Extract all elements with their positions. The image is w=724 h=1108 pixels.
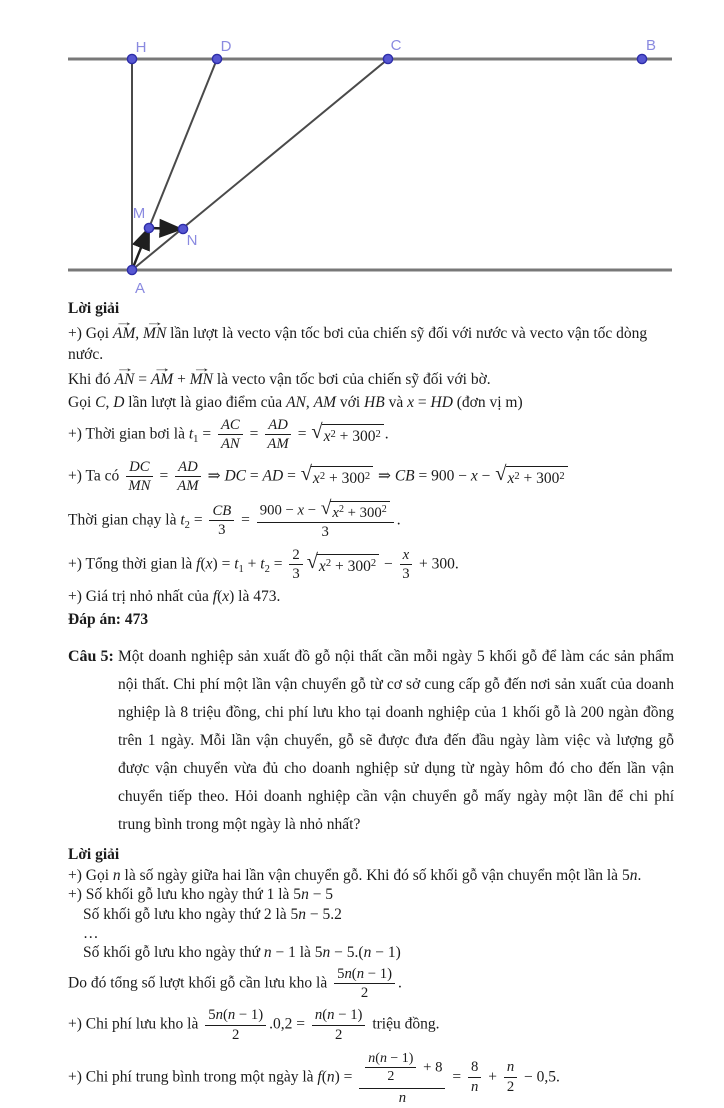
math-line: Số khối gỗ lưu kho ngày thứ 2 là 5n − 5.2 <box>83 905 342 923</box>
math-line: +) Tổng thời gian là $f(x) = t_1 + t_2$ = $\frac{2}{3}$ √ $x^2 + 300^2$ − $\frac{x}{3}$ + 300. <box>68 546 459 583</box>
document-content <box>0 295 724 1108</box>
square-root: √ $x^2 + 300^2$ <box>495 466 567 487</box>
solution1-lines <box>68 321 674 607</box>
point-D <box>212 54 221 63</box>
fraction: $\frac{n}{2}$ <box>504 1059 517 1095</box>
vector-overline: → AN <box>115 370 135 390</box>
fraction: $\frac{CB}{3}$ <box>209 503 234 539</box>
math-line: +) Gọi → AM, → MN lần lượt là vecto vận tốc bơi của chiến sỹ đối với nước và vecto vận tốc dòng nước. <box>68 321 674 365</box>
geometry-diagram <box>0 0 724 295</box>
math-line: Số khối gỗ lưu kho ngày thứ n − 1 là 5n − 5.(n − 1) <box>83 944 401 962</box>
math-line: +) Chi phí lưu kho là $\frac{5n(n - 1)}{2}$ .0,2 = $\frac{n(n - 1)}{2}$ triệu đồng. <box>68 1007 440 1043</box>
vector-overline: → MN <box>143 324 166 344</box>
point-label-M: M <box>132 205 146 222</box>
fraction: $\frac{n(n - 1)}{2}$ <box>365 1051 416 1085</box>
point-B <box>637 54 646 63</box>
square-root: √ $x^2 + 300^2$ <box>301 466 373 487</box>
point-label-H: H <box>135 39 147 56</box>
question-block <box>68 643 674 839</box>
point-C <box>383 54 392 63</box>
point-label-B: B <box>645 37 657 54</box>
square-root: √ $x^2 + 300^2$ <box>311 424 383 445</box>
fraction: $\frac{5n(n - 1)}{2}$ <box>205 1007 266 1043</box>
point-M <box>144 223 153 232</box>
math-line: Gọi C, D lần lượt là giao điểm của AN, AM với HB và x = HD (đơn vị m) <box>68 393 523 411</box>
segment-line <box>132 59 388 270</box>
math-line: +) Chi phí trung bình trong một ngày là f(n) = $\frac{n(n - 1)}{2}$ + 8 n = $\frac{8}{n}$ + $\frac{n}{2}$ − 0,5. <box>68 1050 560 1106</box>
point-label-C: C <box>390 37 402 54</box>
math-line: Thời gian chạy là $t_2$ = $\frac{CB}{3}$ = 900 − x − √ $x^2 + 300^2$ 3 . <box>68 497 401 541</box>
fraction: $\frac{AD}{AM}$ <box>265 417 291 453</box>
solution1-heading: Lời giải <box>68 300 120 317</box>
square-root: √ $x^2 + 300^2$ <box>321 501 390 521</box>
fraction: $\frac{DC}{MN}$ <box>126 459 152 495</box>
fraction: $\frac{8}{n}$ <box>468 1059 481 1095</box>
fraction: $\frac{AD}{AM}$ <box>175 459 201 495</box>
point-label-D: D <box>220 38 232 55</box>
fraction: $\frac{n(n - 1)}{2}$ <box>312 1007 366 1043</box>
math-line: +) Giá trị nhỏ nhất của f(x) là 473. <box>68 587 281 605</box>
point-label-A: A <box>134 280 146 295</box>
math-line: +) Thời gian bơi là $t_1$ = $\frac{AC}{AN}$ = $\frac{AD}{AM}$ = √ $x^2 + 300^2$ . <box>68 416 389 453</box>
math-line: Khi đó → AN = → AM + → MN là vecto vận tốc bơi của chiến sỹ đối với bờ. <box>68 367 674 390</box>
math-line: … <box>83 924 99 942</box>
diagram-canvas <box>0 0 724 295</box>
fraction: $\frac{n(n - 1)}{2}$ + 8 n <box>359 1049 445 1107</box>
fraction: $\frac{x}{3}$ <box>400 547 413 583</box>
vector-overline: → MN <box>190 370 213 390</box>
fraction: $\frac{AC}{AN}$ <box>218 417 243 453</box>
solution2-heading: Lời giải <box>68 846 120 864</box>
math-line: +) Ta có $\frac{DC}{MN}$ = $\frac{AD}{AM}$ ⇒ DC = AD = √ $x^2 + 300^2$ ⇒ CB = 900 − x − √ $x^2 + 300^2$ <box>68 457 674 497</box>
point-label-N: N <box>186 232 198 249</box>
answer-line: Đáp án: 473 <box>68 611 149 629</box>
math-line: +) Số khối gỗ lưu kho ngày thứ 1 là 5n − 5 <box>68 886 334 904</box>
question-body: Một doanh nghiệp sản xuất đồ gỗ nội thất cần mỗi ngày 5 khối gỗ để làm các sản phẩm nội thất. Chi phí một lần vận chuyển gỗ từ cơ sở cung cấp gỗ đến nơi sản xuất của doanh nghiệp là 8 triệu đồng, chi phí lưu kho tại doanh nghiệp của 1 khối gỗ là 200 ngàn đồng trên 1 ngày. Mỗi lần vận chuyển, gỗ sẽ được đưa đến đầu ngày làm việc và lượng gỗ được vận chuyển vừa đủ cho doanh nghiệp sử dụng từ ngày hôm đó cho đến lần vận chuyển tiếp theo. Hỏi doanh nghiệp cần vận chuyển gỗ mấy ngày một lần để chi phí trung bình trong một ngày là nhỏ nhất? <box>118 648 674 834</box>
fraction: 900 − x − √ $x^2 + 300^2$ 3 <box>257 501 394 541</box>
fraction: $\frac{2}{3}$ <box>289 547 302 583</box>
math-line: Do đó tổng số lượt khối gỗ cần lưu kho là $\frac{5n(n - 1)}{2}$ . <box>68 965 402 1002</box>
question-label: Câu 5: <box>68 648 114 666</box>
math-line: +) Gọi n là số ngày giữa hai lần vận chuyển gỗ. Khi đó số khối gỗ vận chuyển một lần là 5n. <box>68 867 642 885</box>
solution2-lines <box>68 867 674 1108</box>
point-A <box>127 265 136 274</box>
fraction: $\frac{5n(n - 1)}{2}$ <box>334 966 395 1002</box>
vector-overline: → AM <box>151 370 173 390</box>
vector-overline: → AM <box>113 324 135 344</box>
square-root: √ $x^2 + 300^2$ <box>307 554 379 575</box>
